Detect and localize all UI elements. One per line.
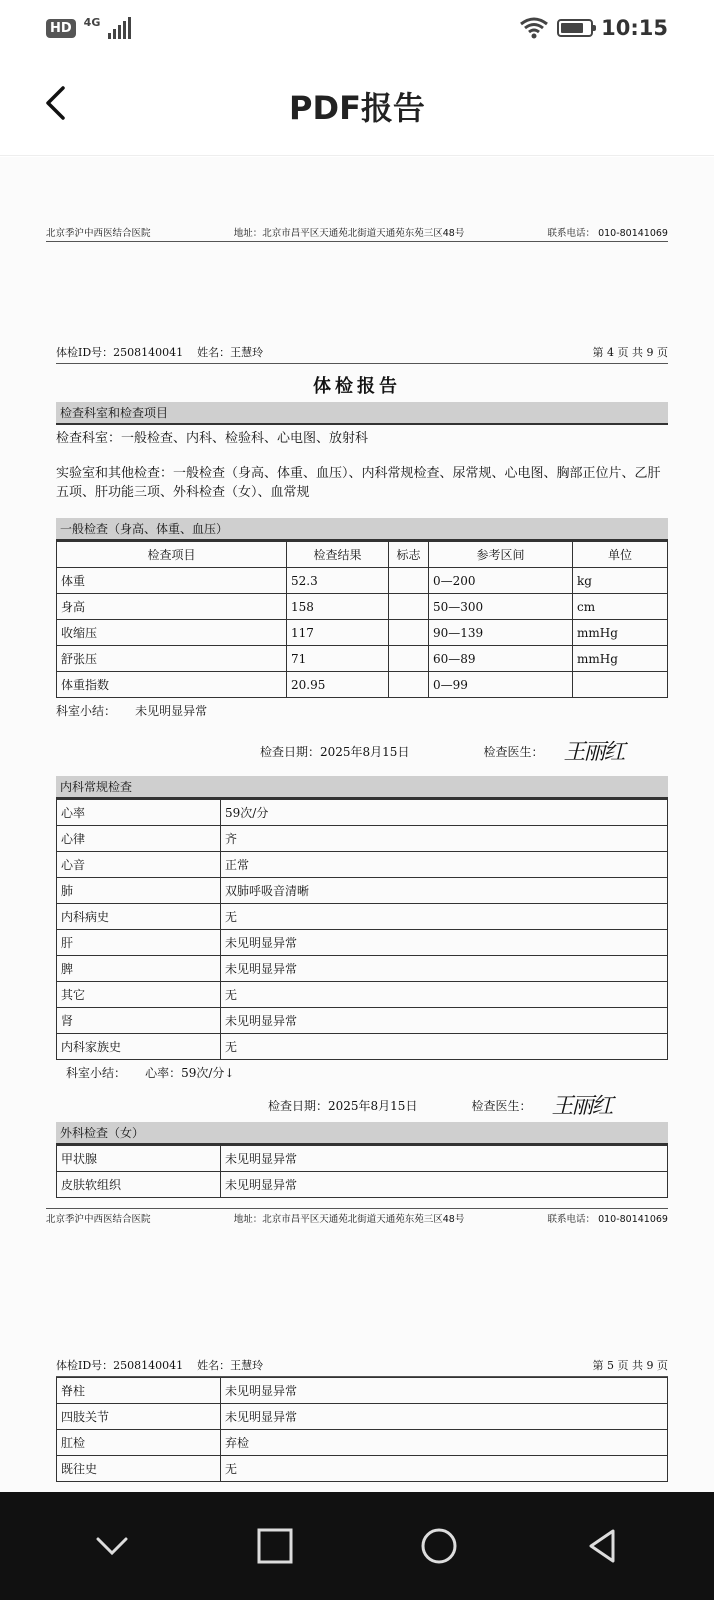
column-header: 单位	[573, 542, 668, 568]
doctor-signature: 王丽红	[563, 740, 624, 765]
table-row	[57, 878, 668, 904]
table-row	[57, 568, 668, 594]
hospital-phone: 联系电话： 010-80141069	[547, 1214, 668, 1225]
hospital-phone: 联系电话： 010-80141069	[547, 228, 668, 239]
cell-range: 60—89	[429, 646, 573, 672]
internal-summary	[56, 1064, 668, 1083]
table-row	[57, 852, 668, 878]
cell-item: 四肢关节	[57, 1404, 221, 1430]
cell-item: 心律	[57, 826, 221, 852]
pdf-page-5	[46, 1357, 668, 1482]
summary-label: 科室小结：	[66, 1066, 127, 1080]
app-header	[0, 56, 714, 156]
column-header: 标志	[389, 542, 429, 568]
page-number: 第 5 页 共 9 页	[592, 1359, 668, 1372]
table-row	[57, 982, 668, 1008]
cell-result: 未见明显异常	[221, 1008, 668, 1034]
table-row	[57, 1404, 668, 1430]
pdf-page-4	[46, 225, 668, 1227]
cell-range: 50—300	[429, 594, 573, 620]
table-row	[57, 930, 668, 956]
cell-unit: cm	[573, 594, 668, 620]
table-row	[57, 1430, 668, 1456]
cell-result: 未见明显异常	[221, 1146, 668, 1172]
cell-result: 未见明显异常	[221, 956, 668, 982]
status-bar	[0, 0, 714, 56]
cell-item: 体重指数	[57, 672, 287, 698]
cell-result: 无	[221, 1034, 668, 1060]
exam-date: 检查日期：2025年8月15日	[260, 745, 410, 759]
home-button[interactable]	[409, 1516, 469, 1576]
table-row	[57, 956, 668, 982]
cell-result: 弃检	[221, 1430, 668, 1456]
wifi-icon	[519, 17, 549, 39]
status-left	[46, 17, 131, 39]
page-header-hospital	[46, 225, 668, 242]
cell-item: 既往史	[57, 1456, 221, 1482]
section-header-general: 一般检查（身高、体重、血压）	[56, 518, 668, 541]
cell-range: 0—99	[429, 672, 573, 698]
table-row	[57, 1034, 668, 1060]
exam-id: 体检ID号：2508140041	[56, 1359, 184, 1372]
exam-sign-line-1	[56, 740, 668, 765]
summary-value: 心率：59次/分↓	[145, 1066, 235, 1080]
table-row	[57, 826, 668, 852]
section-header-internal: 内科常规检查	[56, 776, 668, 799]
cell-result: 未见明显异常	[221, 1378, 668, 1404]
system-nav-bar	[0, 1492, 714, 1600]
signal-icon	[108, 17, 131, 39]
cell-item: 心音	[57, 852, 221, 878]
pdf-viewer[interactable]	[0, 157, 714, 1492]
page-number: 第 4 页 共 9 页	[592, 346, 668, 359]
cell-result: 未见明显异常	[221, 1404, 668, 1430]
square-icon	[257, 1528, 293, 1564]
doctor-signature: 王丽红	[551, 1094, 612, 1119]
table-row	[57, 646, 668, 672]
cell-result: 齐	[221, 826, 668, 852]
table-row	[57, 594, 668, 620]
summary-label: 科室小结：	[56, 704, 117, 718]
hospital-name: 北京季沪中西医结合医院	[46, 228, 151, 239]
cell-item: 肛检	[57, 1430, 221, 1456]
cell-result: 无	[221, 904, 668, 930]
cell-flag	[389, 620, 429, 646]
cell-result: 158	[287, 594, 389, 620]
column-header: 参考区间	[429, 542, 573, 568]
cell-result: 71	[287, 646, 389, 672]
network-type: 4G	[83, 15, 101, 29]
cell-flag	[389, 672, 429, 698]
cell-result: 无	[221, 1456, 668, 1482]
cell-item: 心率	[57, 800, 221, 826]
cell-item: 脊柱	[57, 1378, 221, 1404]
cell-result: 未见明显异常	[221, 930, 668, 956]
cell-item: 甲状腺	[57, 1146, 221, 1172]
table-header-row	[57, 542, 668, 568]
cell-item: 内科家族史	[57, 1034, 221, 1060]
cell-item: 身高	[57, 594, 287, 620]
general-summary	[56, 702, 668, 721]
cell-range: 90—139	[429, 620, 573, 646]
cell-result: 52.3	[287, 568, 389, 594]
cell-item: 皮肤软组织	[57, 1172, 221, 1198]
patient-name: 姓名：王慧玲	[197, 346, 264, 359]
hospital-address: 地址：北京市昌平区天通苑北街道天通苑东苑三区48号	[233, 1214, 465, 1225]
exam-date: 检查日期：2025年8月15日	[268, 1099, 418, 1113]
cell-result: 20.95	[287, 672, 389, 698]
cell-item: 体重	[57, 568, 287, 594]
hospital-address: 地址：北京市昌平区天通苑北街道天通苑东苑三区48号	[233, 228, 465, 239]
page-footer-hospital	[46, 1208, 668, 1227]
back-nav-button[interactable]	[572, 1516, 632, 1576]
circle-icon	[420, 1527, 458, 1565]
back-button[interactable]	[30, 78, 80, 128]
column-header: 检查结果	[287, 542, 389, 568]
section-header-items: 检查科室和检查项目	[56, 402, 668, 425]
cell-flag	[389, 646, 429, 672]
cell-item: 舒张压	[57, 646, 287, 672]
cell-item: 其它	[57, 982, 221, 1008]
table-row	[57, 904, 668, 930]
departments-text: 检查科室：一般检查、内科、检验科、心电图、放射科	[56, 431, 369, 446]
surgical-exam-table	[56, 1145, 668, 1198]
lab-exams-text: 实验室和其他检查：一般检查（身高、体重、血压）、内科常规检查、尿常规、心电图、胸部正位片、乙肝五项、肝功能三项、外科检查（女）、血常规	[56, 466, 661, 500]
cell-item: 脾	[57, 956, 221, 982]
cell-range: 0—200	[429, 568, 573, 594]
table-row	[57, 620, 668, 646]
cell-unit	[573, 672, 668, 698]
exam-sign-line-2	[56, 1094, 668, 1119]
cell-unit: kg	[573, 568, 668, 594]
recents-button[interactable]	[245, 1516, 305, 1576]
table-row	[57, 1008, 668, 1034]
status-right	[519, 16, 668, 40]
cell-result: 117	[287, 620, 389, 646]
cell-unit: mmHg	[573, 646, 668, 672]
patient-name: 姓名：王慧玲	[197, 1359, 264, 1372]
collapse-nav-button[interactable]	[82, 1516, 142, 1576]
hospital-name: 北京季沪中西医结合医院	[46, 1214, 151, 1225]
cell-flag	[389, 594, 429, 620]
surgical-exam-table-continued	[56, 1377, 668, 1482]
chevron-down-icon	[95, 1536, 129, 1556]
section-header-surgical: 外科检查（女）	[56, 1122, 668, 1145]
cell-item: 肺	[57, 878, 221, 904]
summary-value: 未见明显异常	[135, 704, 208, 718]
triangle-back-icon	[587, 1528, 617, 1564]
table-row	[57, 1378, 668, 1404]
cell-result: 正常	[221, 852, 668, 878]
exam-id: 体检ID号：2508140041	[56, 346, 184, 359]
patient-id-line	[56, 344, 668, 364]
chevron-left-icon	[43, 85, 67, 121]
cell-result: 双肺呼吸音清晰	[221, 878, 668, 904]
doctor-label: 检查医生：	[471, 1099, 532, 1113]
page-title: PDF报告	[289, 88, 425, 127]
cell-item: 收缩压	[57, 620, 287, 646]
cell-unit: mmHg	[573, 620, 668, 646]
table-row	[57, 672, 668, 698]
table-row	[57, 1146, 668, 1172]
column-header: 检查项目	[57, 542, 287, 568]
patient-id-line	[56, 1357, 668, 1377]
table-row	[57, 1456, 668, 1482]
table-row	[57, 800, 668, 826]
report-title: 体检报告	[313, 376, 401, 397]
battery-icon	[557, 19, 593, 37]
doctor-label: 检查医生：	[483, 745, 544, 759]
cell-result: 未见明显异常	[221, 1172, 668, 1198]
cell-result: 无	[221, 982, 668, 1008]
cell-item: 内科病史	[57, 904, 221, 930]
general-exam-table	[56, 541, 668, 698]
cell-result: 59次/分	[221, 800, 668, 826]
internal-exam-table	[56, 799, 668, 1060]
table-row	[57, 1172, 668, 1198]
clock: 10:15	[601, 16, 668, 40]
cell-item: 肾	[57, 1008, 221, 1034]
cell-flag	[389, 568, 429, 594]
hd-badge: HD	[46, 19, 76, 38]
cell-item: 肝	[57, 930, 221, 956]
